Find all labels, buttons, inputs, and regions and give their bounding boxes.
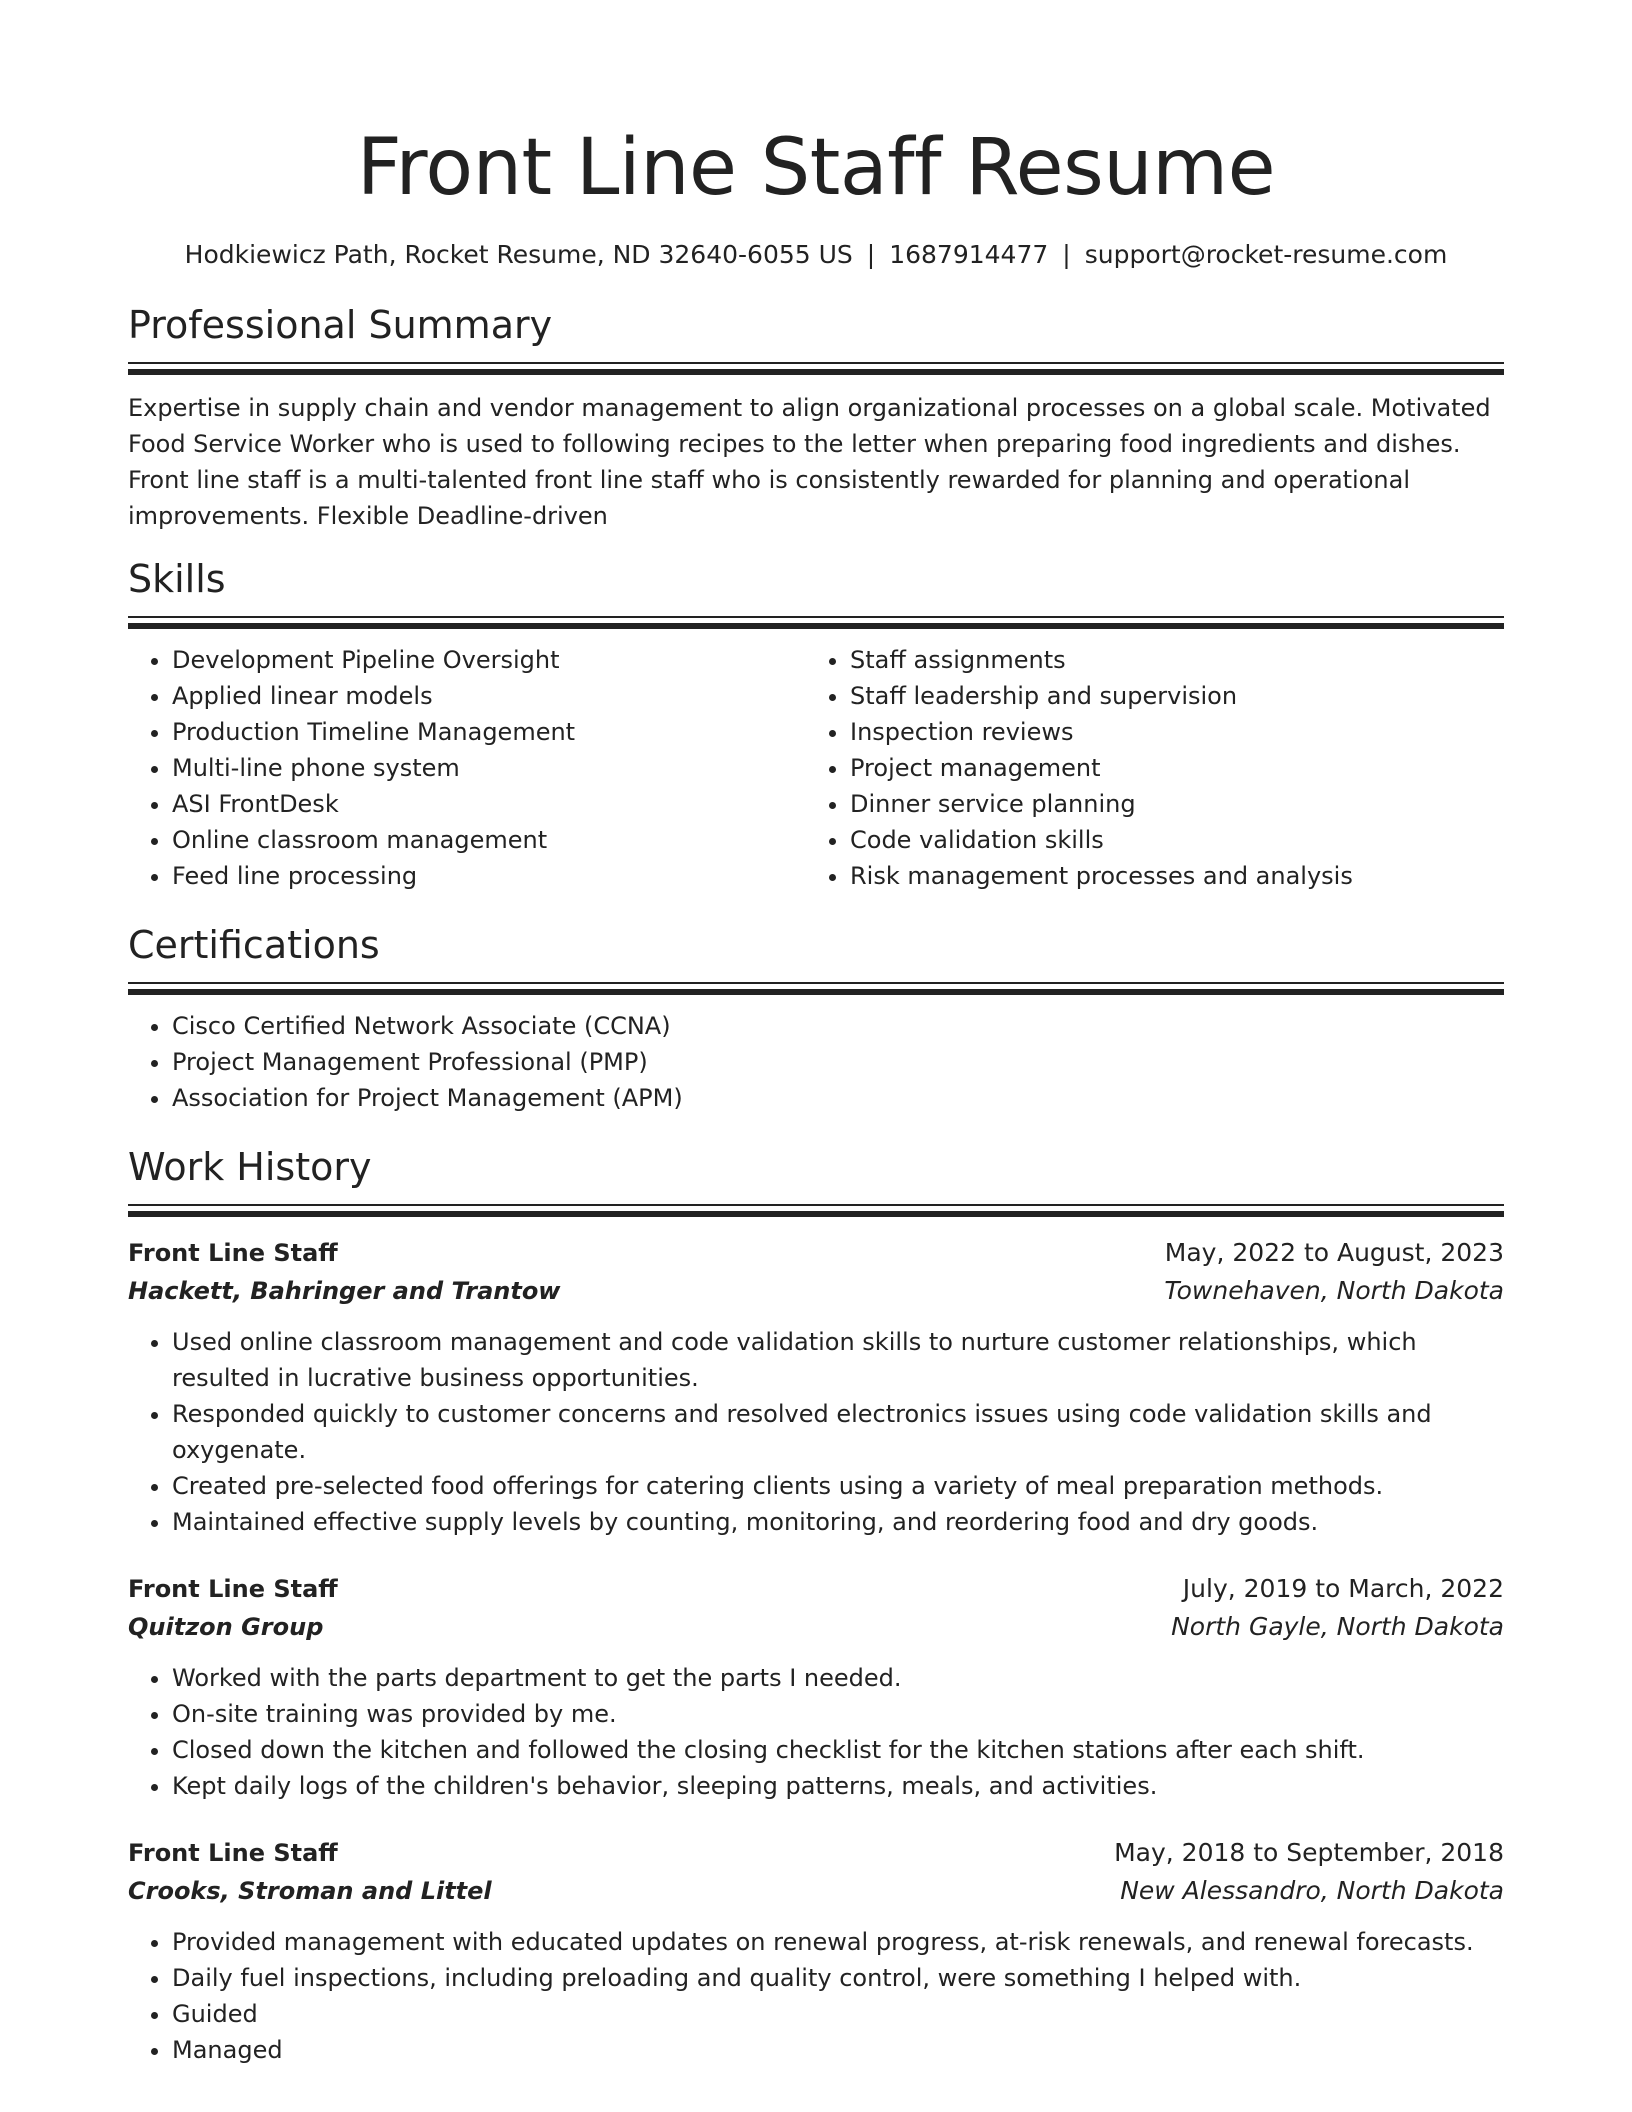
- section-skills: [128, 554, 1504, 894]
- section-summary: [128, 300, 1504, 534]
- skills-list-left: [128, 642, 806, 894]
- section-divider: [128, 616, 1504, 628]
- job-duties-list: [128, 1660, 1504, 1804]
- section-divider: [128, 982, 1504, 994]
- job-header-row: [128, 1234, 1504, 1272]
- job-company-row: [128, 1608, 1504, 1646]
- contact-email: support@rocket-resume.com: [1084, 240, 1448, 269]
- job-company: Quitzon Group: [128, 1613, 324, 1641]
- section-heading-certifications: Certifications: [128, 923, 380, 967]
- job-dates: May, 2022 to August, 2023: [1164, 1238, 1504, 1267]
- job-header-row: [128, 1570, 1504, 1608]
- contact-line: [128, 238, 1504, 272]
- job-entry: [128, 1234, 1504, 1540]
- certification-item: • Association for Project Management (APM): [172, 1080, 1504, 1116]
- job-company: Crooks, Stroman and Littel: [128, 1877, 492, 1905]
- summary-text: Expertise in supply chain and vendor management to align organizational processes on a global scale. Motivated Food Service Worker who is used to following recipes to the letter when preparing food ingredients and dishes. Front line staff is a multi-talented front line staff who is consistently rewarded for planning and operational improvements. Flexible Deadline-driven: [128, 394, 1491, 530]
- job-dates: May, 2018 to September, 2018: [1114, 1838, 1504, 1867]
- section-divider: [128, 362, 1504, 374]
- section-heading-skills: Skills: [128, 557, 226, 601]
- job-duty: • Kept daily logs of the children's behavior, sleeping patterns, meals, and activities.: [172, 1768, 1504, 1804]
- skill-item: • Development Pipeline Oversight: [172, 642, 806, 678]
- contact-separator: |: [1062, 240, 1071, 269]
- skills-grid: [128, 642, 1504, 894]
- skill-item: • Applied linear models: [172, 678, 806, 714]
- job-location: Townehaven, North Dakota: [1164, 1276, 1504, 1305]
- job-title: Front Line Staff: [128, 1575, 338, 1603]
- certification-item: • Project Management Professional (PMP): [172, 1044, 1504, 1080]
- job-duties-list: [128, 1924, 1504, 2068]
- section-heading-summary: Professional Summary: [128, 303, 553, 347]
- job-duty: • Guided: [172, 1996, 1504, 2032]
- job-title: Front Line Staff: [128, 1839, 338, 1867]
- job-dates: July, 2019 to March, 2022: [1182, 1574, 1504, 1603]
- resume-title: Front Line Staff Resume: [356, 123, 1276, 213]
- job-duty: • Responded quickly to customer concerns and resolved electronics issues using code validation skills and oxygenate.: [172, 1396, 1504, 1468]
- job-title: Front Line Staff: [128, 1239, 338, 1267]
- skill-item: • Inspection reviews: [850, 714, 1484, 750]
- contact-address: Hodkiewicz Path, Rocket Resume, ND 32640-6055 US: [184, 240, 853, 269]
- job-entry: [128, 1570, 1504, 1804]
- job-company-row: [128, 1272, 1504, 1310]
- resume-page: [128, 0, 1504, 2068]
- job-duty: • Created pre-selected food offerings for catering clients using a variety of meal preparation methods.: [172, 1468, 1504, 1504]
- skill-item: • Risk management processes and analysis: [850, 858, 1484, 894]
- job-entry: [128, 1834, 1504, 2068]
- skill-item: • ASI FrontDesk: [172, 786, 806, 822]
- job-duty: • Provided management with educated updates on renewal progress, at-risk renewals, and renewal forecasts.: [172, 1924, 1504, 1960]
- skill-item: • Staff leadership and supervision: [850, 678, 1484, 714]
- job-duty: • Used online classroom management and code validation skills to nurture customer relationships, which resulted in lucrative business opportunities.: [172, 1324, 1504, 1396]
- job-location: New Alessandro, North Dakota: [1120, 1876, 1504, 1905]
- job-duty: • Managed: [172, 2032, 1504, 2068]
- skill-item: • Project management: [850, 750, 1484, 786]
- skill-item: • Dinner service planning: [850, 786, 1484, 822]
- certifications-list: [128, 1008, 1504, 1116]
- skills-list-right: [806, 642, 1484, 894]
- job-duty: • Daily fuel inspections, including preloading and quality control, were something I helped with.: [172, 1960, 1504, 1996]
- job-duty: • Closed down the kitchen and followed the closing checklist for the kitchen stations after each shift.: [172, 1732, 1504, 1768]
- skill-item: • Production Timeline Management: [172, 714, 806, 750]
- section-divider: [128, 1204, 1504, 1216]
- section-heading-work: Work History: [128, 1145, 372, 1189]
- job-company: Hackett, Bahringer and Trantow: [128, 1277, 561, 1305]
- skill-item: • Feed line processing: [172, 858, 806, 894]
- job-duties-list: [128, 1324, 1504, 1540]
- skill-item: • Multi-line phone system: [172, 750, 806, 786]
- job-duty: • On-site training was provided by me.: [172, 1696, 1504, 1732]
- job-header-row: [128, 1834, 1504, 1872]
- job-company-row: [128, 1872, 1504, 1910]
- skill-item: • Online classroom management: [172, 822, 806, 858]
- job-duty: • Maintained effective supply levels by counting, monitoring, and reordering food and dry goods.: [172, 1504, 1504, 1540]
- contact-separator: |: [866, 240, 876, 269]
- job-duty: • Worked with the parts department to get the parts I needed.: [172, 1660, 1504, 1696]
- job-location: North Gayle, North Dakota: [1171, 1612, 1504, 1641]
- certification-item: • Cisco Certified Network Associate (CCNA): [172, 1008, 1504, 1044]
- skill-item: • Staff assignments: [850, 642, 1484, 678]
- skill-item: • Code validation skills: [850, 822, 1484, 858]
- section-work-history: [128, 1142, 1504, 2068]
- contact-phone: 1687914477: [889, 240, 1049, 269]
- section-certifications: [128, 920, 1504, 1116]
